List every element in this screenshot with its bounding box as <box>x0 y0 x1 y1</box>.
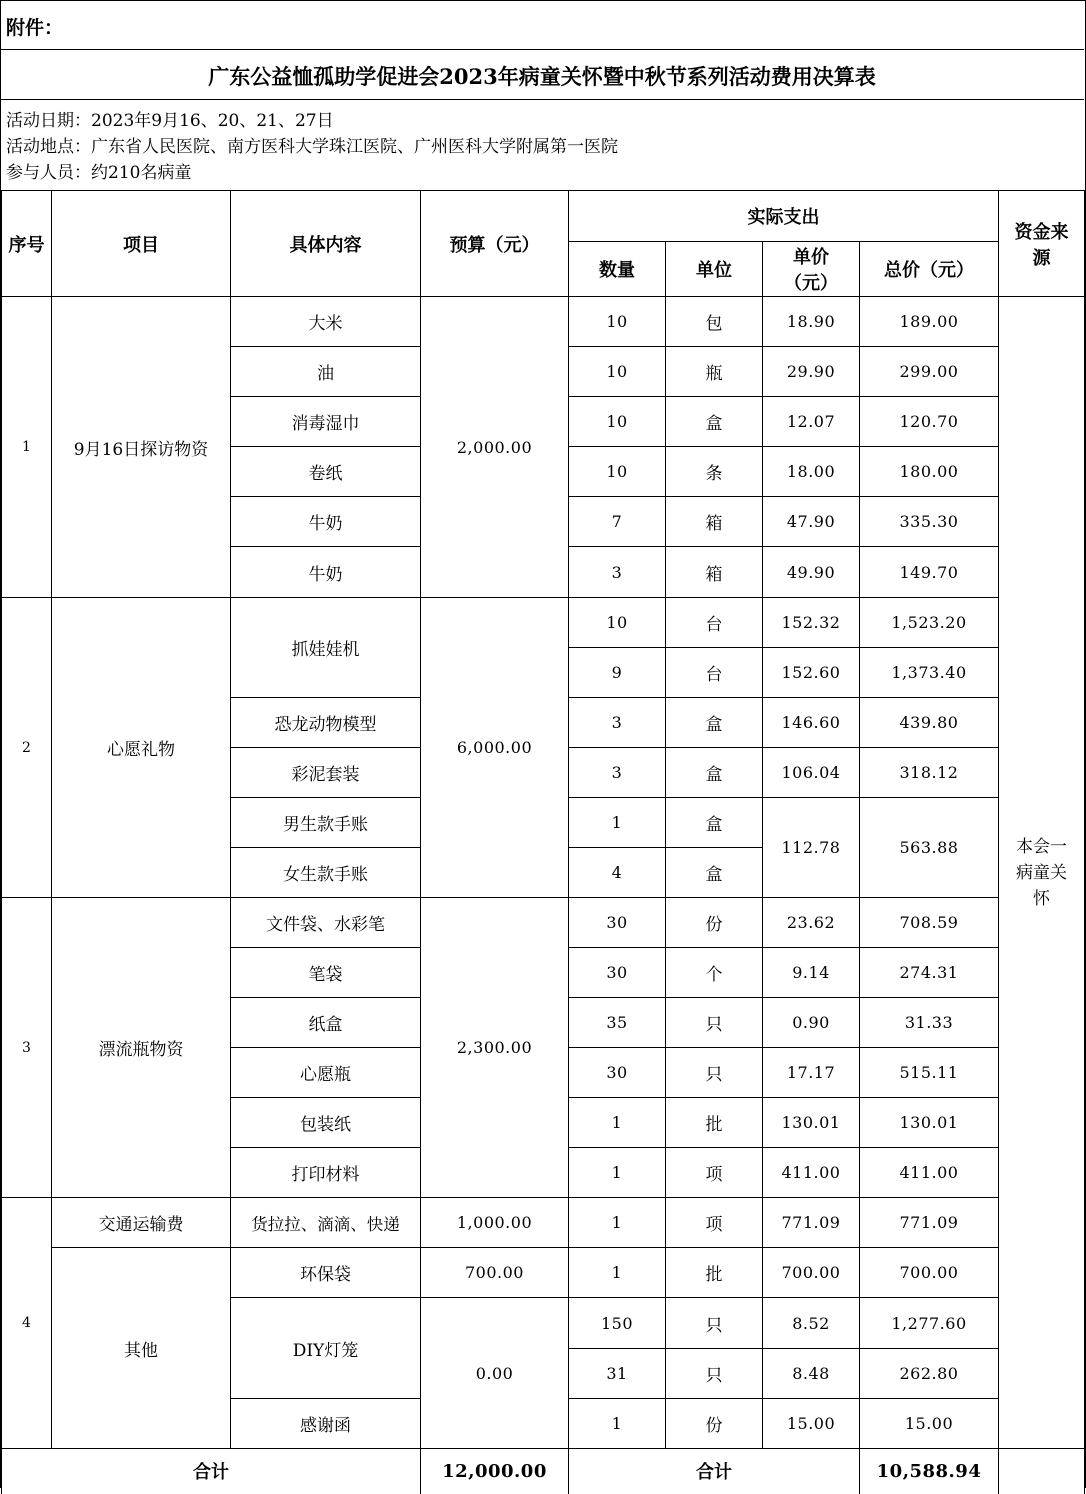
price-cell: 49.90 <box>763 547 860 598</box>
total-cell: 274.31 <box>860 948 999 998</box>
project-cell: 其他 <box>52 1248 231 1449</box>
seq-cell: 3 <box>2 898 52 1198</box>
unit-cell: 项 <box>666 1148 763 1198</box>
project-cell: 交通运输费 <box>52 1198 231 1248</box>
unit-cell: 项 <box>666 1198 763 1248</box>
total-cell: 130.01 <box>860 1098 999 1148</box>
price-cell: 771.09 <box>763 1198 860 1248</box>
content-cell: 油 <box>231 347 421 397</box>
price-cell: 18.90 <box>763 297 860 347</box>
qty-cell: 150 <box>569 1298 666 1349</box>
content-cell: 消毒湿巾 <box>231 397 421 447</box>
header-actual: 实际支出 <box>569 191 999 242</box>
unit-cell: 盒 <box>666 848 763 898</box>
header-budget: 预算（元） <box>421 191 569 297</box>
unit-cell: 批 <box>666 1248 763 1298</box>
content-cell: 纸盒 <box>231 998 421 1048</box>
unit-cell: 盒 <box>666 698 763 748</box>
total-cell: 708.59 <box>860 898 999 948</box>
total-row <box>2 1449 1085 1494</box>
price-cell: 8.48 <box>763 1349 860 1399</box>
content-cell: 男生款手账 <box>231 798 421 848</box>
total-cell: 318.12 <box>860 748 999 798</box>
actual-total-label: 合计 <box>569 1449 860 1494</box>
budget-cell: 1,000.00 <box>421 1198 569 1248</box>
price-cell: 0.90 <box>763 998 860 1048</box>
content-cell: 卷纸 <box>231 447 421 497</box>
seq-cell: 1 <box>2 297 52 598</box>
budget-total-label: 合计 <box>2 1449 421 1494</box>
content-cell: 货拉拉、滴滴、快递 <box>231 1198 421 1248</box>
header-project: 项目 <box>52 191 231 297</box>
content-cell: 包装纸 <box>231 1098 421 1148</box>
table-row <box>2 898 1085 948</box>
price-cell: 47.90 <box>763 497 860 547</box>
table-row <box>2 1198 1085 1248</box>
qty-cell: 10 <box>569 447 666 497</box>
content-cell: 打印材料 <box>231 1148 421 1198</box>
content-cell: 感谢函 <box>231 1399 421 1449</box>
budget-cell: 0.00 <box>421 1298 569 1449</box>
qty-cell: 3 <box>569 748 666 798</box>
project-cell: 9月16日探访物资 <box>52 297 231 598</box>
content-cell: 大米 <box>231 297 421 347</box>
total-cell: 1,523.20 <box>860 598 999 648</box>
qty-cell: 1 <box>569 1148 666 1198</box>
qty-cell: 10 <box>569 397 666 447</box>
table-row <box>2 598 1085 648</box>
qty-cell: 1 <box>569 1098 666 1148</box>
price-cell: 146.60 <box>763 698 860 748</box>
activity-date: 活动日期：2023年9月16、20、21、27日 <box>6 111 334 131</box>
price-cell: 8.52 <box>763 1298 860 1349</box>
price-cell: 17.17 <box>763 1048 860 1098</box>
unit-cell: 箱 <box>666 547 763 598</box>
price-cell: 700.00 <box>763 1248 860 1298</box>
price-cell: 130.01 <box>763 1098 860 1148</box>
qty-cell: 35 <box>569 998 666 1048</box>
total-cell: 149.70 <box>860 547 999 598</box>
budget-cell: 2,000.00 <box>421 297 569 598</box>
total-cell: 335.30 <box>860 497 999 547</box>
budget-cell: 6,000.00 <box>421 598 569 898</box>
unit-cell: 份 <box>666 1399 763 1449</box>
unit-cell: 台 <box>666 648 763 698</box>
content-cell: 抓娃娃机 <box>231 598 421 698</box>
header-content: 具体内容 <box>231 191 421 297</box>
unit-cell: 包 <box>666 297 763 347</box>
project-cell: 心愿礼物 <box>52 598 231 898</box>
price-cell: 23.62 <box>763 898 860 948</box>
qty-cell: 10 <box>569 297 666 347</box>
qty-cell: 1 <box>569 1399 666 1449</box>
total-cell: 1,373.40 <box>860 648 999 698</box>
total-cell: 771.09 <box>860 1198 999 1248</box>
expense-table <box>1 190 1085 1494</box>
source-cell: 本会一病童关怀 <box>999 297 1085 1449</box>
qty-cell: 10 <box>569 347 666 397</box>
unit-cell: 盒 <box>666 748 763 798</box>
activity-participants: 参与人员：约210名病童 <box>6 163 192 183</box>
unit-cell: 条 <box>666 447 763 497</box>
price-cell: 152.60 <box>763 648 860 698</box>
content-cell: 心愿瓶 <box>231 1048 421 1098</box>
table-row <box>2 297 1085 347</box>
total-cell: 1,277.60 <box>860 1298 999 1349</box>
qty-cell: 31 <box>569 1349 666 1399</box>
price-cell: 9.14 <box>763 948 860 998</box>
unit-cell: 台 <box>666 598 763 648</box>
total-cell: 15.00 <box>860 1399 999 1449</box>
price-cell: 18.00 <box>763 447 860 497</box>
header-price: 单价（元） <box>763 242 860 297</box>
project-cell: 漂流瓶物资 <box>52 898 231 1198</box>
total-cell: 439.80 <box>860 698 999 748</box>
content-cell: DIY灯笼 <box>231 1298 421 1399</box>
qty-cell: 9 <box>569 648 666 698</box>
page-title: 广东公益恤孤助学促进会2023年病童关怀暨中秋节系列活动费用决算表 <box>0 51 1084 100</box>
total-cell: 411.00 <box>860 1148 999 1198</box>
table-row <box>2 1248 1085 1298</box>
header-seq: 序号 <box>2 191 52 297</box>
unit-cell: 只 <box>666 1048 763 1098</box>
price-cell: 12.07 <box>763 397 860 447</box>
unit-cell: 箱 <box>666 497 763 547</box>
total-cell: 299.00 <box>860 347 999 397</box>
header-qty: 数量 <box>569 242 666 297</box>
seq-cell: 2 <box>2 598 52 898</box>
content-cell: 牛奶 <box>231 547 421 598</box>
budget-cell: 700.00 <box>421 1248 569 1298</box>
total-cell: 563.88 <box>860 798 999 898</box>
unit-cell: 瓶 <box>666 347 763 397</box>
qty-cell: 1 <box>569 1198 666 1248</box>
header-unit: 单位 <box>666 242 763 297</box>
price-cell: 15.00 <box>763 1399 860 1449</box>
content-cell: 文件袋、水彩笔 <box>231 898 421 948</box>
total-cell: 31.33 <box>860 998 999 1048</box>
content-cell: 环保袋 <box>231 1248 421 1298</box>
unit-cell: 只 <box>666 1349 763 1399</box>
qty-cell: 1 <box>569 798 666 848</box>
total-cell: 180.00 <box>860 447 999 497</box>
unit-cell: 批 <box>666 1098 763 1148</box>
unit-cell: 个 <box>666 948 763 998</box>
content-cell: 笔袋 <box>231 948 421 998</box>
unit-cell: 盒 <box>666 798 763 848</box>
price-cell: 106.04 <box>763 748 860 798</box>
unit-cell: 盒 <box>666 397 763 447</box>
total-cell: 700.00 <box>860 1248 999 1298</box>
total-cell: 262.80 <box>860 1349 999 1399</box>
content-cell: 牛奶 <box>231 497 421 547</box>
total-cell: 515.11 <box>860 1048 999 1098</box>
source-footer-cell <box>999 1449 1085 1494</box>
qty-cell: 30 <box>569 1048 666 1098</box>
qty-cell: 30 <box>569 898 666 948</box>
unit-cell: 只 <box>666 1298 763 1349</box>
qty-cell: 10 <box>569 598 666 648</box>
qty-cell: 30 <box>569 948 666 998</box>
price-cell: 411.00 <box>763 1148 860 1198</box>
header-source: 资金来源 <box>999 191 1085 297</box>
actual-total-value: 10,588.94 <box>860 1449 999 1494</box>
header-total: 总价（元） <box>860 242 999 297</box>
unit-cell: 份 <box>666 898 763 948</box>
attachment-label: 附件： <box>0 0 1084 50</box>
qty-cell: 4 <box>569 848 666 898</box>
unit-cell: 只 <box>666 998 763 1048</box>
qty-cell: 7 <box>569 497 666 547</box>
price-cell: 29.90 <box>763 347 860 397</box>
seq-cell: 4 <box>2 1198 52 1449</box>
budget-cell: 2,300.00 <box>421 898 569 1198</box>
activity-location: 活动地点：广东省人民医院、南方医科大学珠江医院、广州医科大学附属第一医院 <box>6 137 618 157</box>
total-cell: 120.70 <box>860 397 999 447</box>
budget-total-value: 12,000.00 <box>421 1449 569 1494</box>
price-cell: 112.78 <box>763 798 860 898</box>
qty-cell: 1 <box>569 1248 666 1298</box>
qty-cell: 3 <box>569 698 666 748</box>
content-cell: 彩泥套装 <box>231 748 421 798</box>
price-cell: 152.32 <box>763 598 860 648</box>
content-cell: 恐龙动物模型 <box>231 698 421 748</box>
total-cell: 189.00 <box>860 297 999 347</box>
qty-cell: 3 <box>569 547 666 598</box>
content-cell: 女生款手账 <box>231 848 421 898</box>
